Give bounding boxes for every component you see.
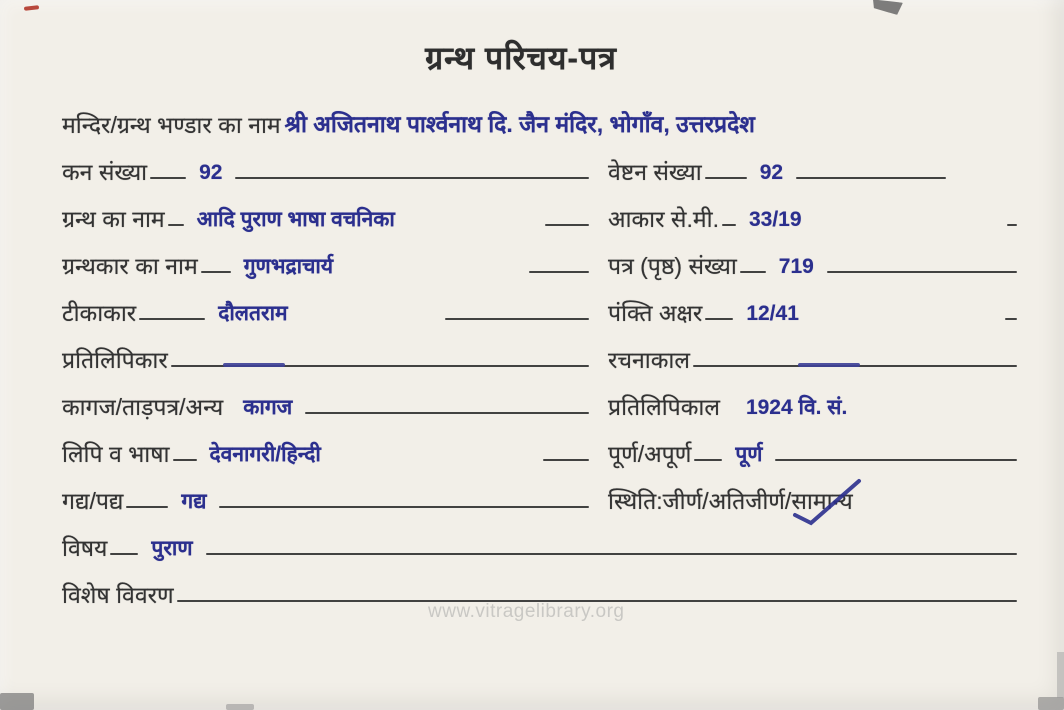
rule-line [110, 553, 138, 555]
completeness-field [608, 442, 1020, 474]
rule-line [445, 318, 589, 320]
size-field [608, 207, 1020, 239]
condition-marked-text: सामान्य [791, 488, 853, 515]
composition-date-label: रचनाकाल [608, 347, 690, 374]
lines-chars-label: पंक्ति अक्षर [608, 300, 703, 327]
field-row-author-pages [62, 239, 1020, 286]
rule-line [305, 412, 589, 414]
rule-line [219, 506, 589, 508]
rule-line [693, 365, 1017, 367]
serial-no-label: कन संख्या [62, 159, 148, 186]
subject-label: विषय [62, 535, 108, 562]
material-value: कागज [243, 396, 293, 420]
author-field [62, 254, 592, 286]
special-details-label: विशेष विवरण [62, 582, 174, 609]
field-row-commentator-lines [62, 286, 1020, 333]
rule-line [201, 271, 231, 273]
rule-line [827, 271, 1017, 273]
size-value: 33/19 [748, 208, 802, 232]
script-language-value: देवनागरी/हिन्दी [209, 443, 321, 467]
completeness-label: पूर्ण/अपूर्ण [608, 441, 692, 468]
bundle-no-label: वेष्टन संख्या [608, 159, 702, 186]
scan-artifact-right-edge [1057, 652, 1064, 698]
condition-field [608, 489, 1020, 521]
field-row-name-size [62, 192, 1020, 239]
rule-line [705, 177, 747, 179]
field-row-subject [62, 521, 1020, 568]
field-row-copyist-composition [62, 333, 1020, 380]
condition-label-prefix: स्थिति:जीर्ण/अतिजीर्ण/ [608, 488, 792, 515]
bhandar-name-label: मन्दिर/ग्रन्थ भण्डार का नाम [62, 112, 281, 139]
rule-line [171, 365, 589, 367]
granth-name-field [62, 207, 592, 239]
bundle-no-field [608, 160, 1020, 192]
scan-artifact-bottom-left [0, 693, 34, 710]
rule-line [740, 271, 766, 273]
commentator-value: दौलतराम [218, 302, 288, 326]
rule-line [722, 224, 736, 226]
rule-line [529, 271, 589, 273]
field-row-material-copydate [62, 380, 1020, 427]
rule-line [705, 318, 733, 320]
author-label: ग्रन्थकार का नाम [62, 253, 198, 280]
field-row-prose-condition [62, 474, 1020, 521]
page-count-field [608, 254, 1020, 286]
scan-artifact-bottom-edge [226, 704, 254, 710]
rule-line [173, 459, 197, 461]
commentator-label: टीकाकार [62, 300, 137, 327]
condition-label [608, 489, 853, 521]
rule-line [139, 318, 205, 320]
material-label: कागज/ताड़पत्र/अन्य [62, 394, 224, 421]
commentator-field [62, 301, 592, 333]
prose-verse-label: गद्य/पद्य [62, 488, 124, 515]
scan-artifact-top-right [871, 0, 903, 16]
rule-line [126, 506, 168, 508]
rule-line [235, 177, 589, 179]
rule-line [168, 224, 184, 226]
field-row-serial-bundle [62, 145, 1020, 192]
rule-line [150, 177, 186, 179]
rule-line [1005, 318, 1017, 320]
material-field [62, 395, 592, 427]
page-count-value: 719 [778, 255, 814, 279]
scan-artifact-bottom-right [1038, 697, 1064, 710]
field-row-script-completeness [62, 427, 1020, 474]
serial-no-field [62, 160, 592, 192]
rule-line [796, 177, 946, 179]
copy-date-label: प्रतिलिपिकाल [608, 394, 720, 421]
condition-marked-option [791, 489, 852, 515]
script-language-field [62, 442, 592, 474]
completeness-value: पूर्ण [735, 443, 763, 467]
copyist-label: प्रतिलिपिकार [62, 347, 168, 374]
bhandar-name-value: श्री अजितनाथ पार्श्वनाथ दि. जैन मंदिर, भोगाँव, उत्तरप्रदेश [284, 111, 755, 138]
size-label: आकार से.मी. [608, 206, 719, 233]
copyist-field [62, 348, 592, 380]
rule-line [545, 224, 589, 226]
handwritten-dash [798, 363, 860, 367]
field-row-bhandar-name [62, 95, 1020, 145]
document-title: ग्रन्थ परिचय-पत्र [425, 40, 617, 76]
prose-verse-field [62, 489, 592, 521]
rule-line [694, 459, 722, 461]
granth-name-label: ग्रन्थ का नाम [62, 206, 165, 233]
bundle-no-value: 92 [759, 161, 784, 185]
lines-chars-field [608, 301, 1020, 333]
scan-artifact-red-mark [24, 5, 39, 11]
handwritten-dash [223, 363, 285, 367]
granth-name-value: आदि पुराण भाषा वचनिका [196, 208, 395, 232]
copy-date-value: 1924 वि. सं. [745, 396, 848, 420]
composition-date-field [608, 348, 1020, 380]
serial-no-value: 92 [199, 161, 223, 185]
page-count-label: पत्र (पृष्ठ) संख्या [608, 253, 737, 280]
rule-line [1007, 224, 1017, 226]
subject-value: पुराण [151, 537, 193, 561]
watermark-text: www.vitragelibrary.org [428, 601, 625, 622]
lines-chars-value: 12/41 [746, 302, 799, 326]
script-language-label: लिपि व भाषा [62, 441, 170, 468]
rule-line [543, 459, 589, 461]
rule-line [775, 459, 1017, 461]
prose-verse-value: गद्य [181, 490, 207, 514]
rule-line [206, 553, 1017, 555]
copy-date-field [608, 395, 1020, 427]
author-value: गुणभद्राचार्य [243, 255, 334, 279]
